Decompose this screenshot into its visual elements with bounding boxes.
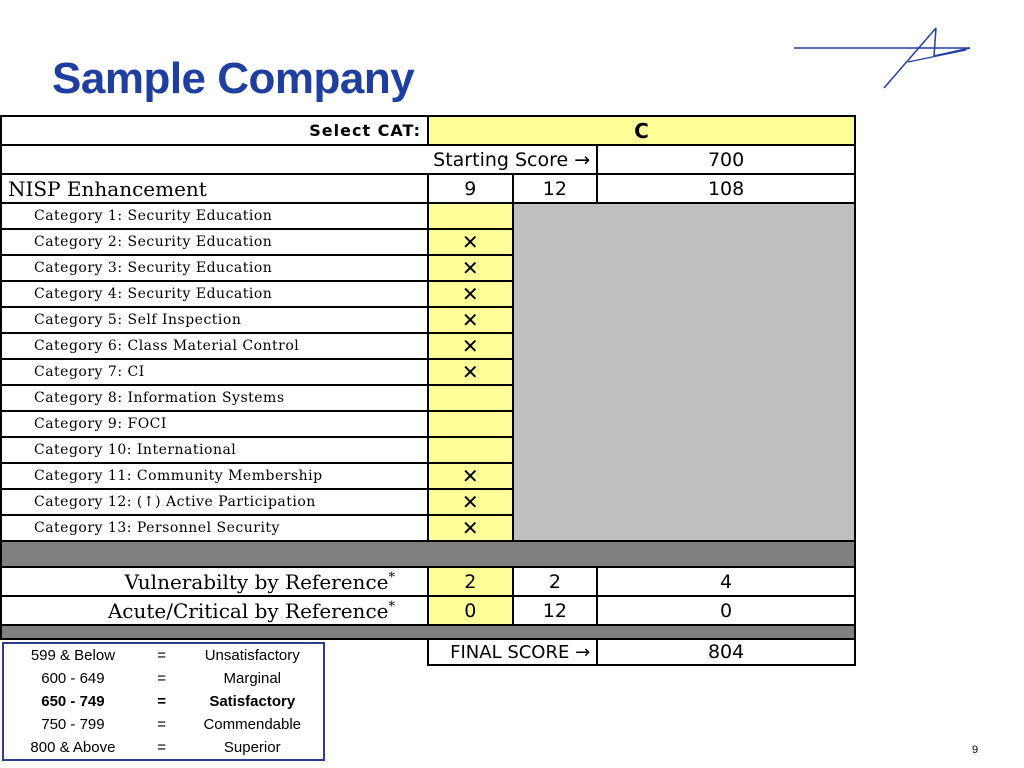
- category-mark[interactable]: ✕: [428, 515, 513, 541]
- scale-range: 600 - 649: [41, 670, 105, 687]
- category-mark[interactable]: ✕: [428, 489, 513, 515]
- scale-row: [3, 643, 324, 667]
- scale-equals: =: [157, 739, 167, 756]
- select-cat-value[interactable]: C: [428, 116, 855, 145]
- category-name: Category 12: (↑) Active Participation: [1, 489, 428, 515]
- category-name: Category 3: Security Education: [1, 255, 428, 281]
- category-mark[interactable]: [428, 203, 513, 229]
- nisp-col2: 12: [513, 174, 598, 203]
- select-cat-row: [1, 116, 855, 145]
- scale-rating: Unsatisfactory: [204, 647, 300, 664]
- category-mark[interactable]: ✕: [428, 333, 513, 359]
- star-logo-icon: [788, 22, 978, 92]
- separator-row: [1, 625, 855, 639]
- acute-input[interactable]: 0: [428, 596, 513, 625]
- category-mark[interactable]: ✕: [428, 359, 513, 385]
- gray-block: [513, 203, 855, 541]
- category-name: Category 13: Personnel Security: [1, 515, 428, 541]
- score-table: [0, 115, 856, 666]
- category-row: [1, 203, 855, 229]
- nisp-col3: 108: [597, 174, 855, 203]
- scale-rating: Commendable: [203, 716, 302, 733]
- category-mark[interactable]: [428, 437, 513, 463]
- category-name: Category 11: Community Membership: [1, 463, 428, 489]
- final-score-value: 804: [597, 639, 855, 665]
- category-name: Category 7: CI: [1, 359, 428, 385]
- rating-scale-legend: [2, 642, 325, 761]
- scale-row-highlighted: [3, 690, 324, 713]
- separator-band: [1, 625, 855, 639]
- category-mark[interactable]: ✕: [428, 463, 513, 489]
- acute-row: [1, 596, 855, 625]
- vulnerability-col3: 4: [597, 567, 855, 596]
- category-mark[interactable]: ✕: [428, 307, 513, 333]
- final-score-label: FINAL SCORE →: [428, 639, 597, 665]
- category-name: Category 8: Information Systems: [1, 385, 428, 411]
- scale-equals: =: [157, 670, 167, 687]
- scale-range: 650 - 749: [41, 693, 105, 710]
- vulnerability-input[interactable]: 2: [428, 567, 513, 596]
- acute-col2: 12: [513, 596, 598, 625]
- category-name: Category 1: Security Education: [1, 203, 428, 229]
- scale-row: [3, 736, 324, 760]
- category-mark[interactable]: ✕: [428, 229, 513, 255]
- acute-label: Acute/Critical by Reference*: [1, 596, 428, 625]
- page-title: Sample Company: [52, 54, 415, 103]
- starting-score-value: 700: [597, 145, 855, 174]
- scale-rating: Marginal: [223, 670, 282, 687]
- vulnerability-label: Vulnerabilty by Reference*: [1, 567, 428, 596]
- scale-equals: =: [157, 716, 167, 733]
- vulnerability-col2: 2: [513, 567, 598, 596]
- starting-score-label: Starting Score →: [1, 145, 597, 174]
- category-name: Category 2: Security Education: [1, 229, 428, 255]
- scale-range: 800 & Above: [30, 739, 116, 756]
- starting-score-row: [1, 145, 855, 174]
- category-mark[interactable]: [428, 411, 513, 437]
- scale-rating: Satisfactory: [209, 693, 296, 710]
- category-mark[interactable]: ✕: [428, 281, 513, 307]
- nisp-row: [1, 174, 855, 203]
- category-mark[interactable]: ✕: [428, 255, 513, 281]
- scale-row: [3, 667, 324, 690]
- page-number: 9: [972, 744, 979, 756]
- category-mark[interactable]: [428, 385, 513, 411]
- nisp-label: NISP Enhancement: [1, 174, 428, 203]
- acute-col3: 0: [597, 596, 855, 625]
- category-name: Category 9: FOCI: [1, 411, 428, 437]
- scale-row: [3, 713, 324, 736]
- separator-row: [1, 541, 855, 567]
- nisp-col1: 9: [428, 174, 513, 203]
- scale-range: 599 & Below: [30, 647, 116, 664]
- separator-band: [1, 541, 855, 567]
- vulnerability-row: [1, 567, 855, 596]
- category-name: Category 5: Self Inspection: [1, 307, 428, 333]
- select-cat-label: Select CAT:: [1, 116, 428, 145]
- scale-equals: =: [157, 693, 167, 710]
- scale-range: 750 - 799: [41, 716, 105, 733]
- category-name: Category 4: Security Education: [1, 281, 428, 307]
- scale-equals: =: [157, 647, 167, 664]
- category-name: Category 10: International: [1, 437, 428, 463]
- category-name: Category 6: Class Material Control: [1, 333, 428, 359]
- scale-rating: Superior: [223, 739, 281, 756]
